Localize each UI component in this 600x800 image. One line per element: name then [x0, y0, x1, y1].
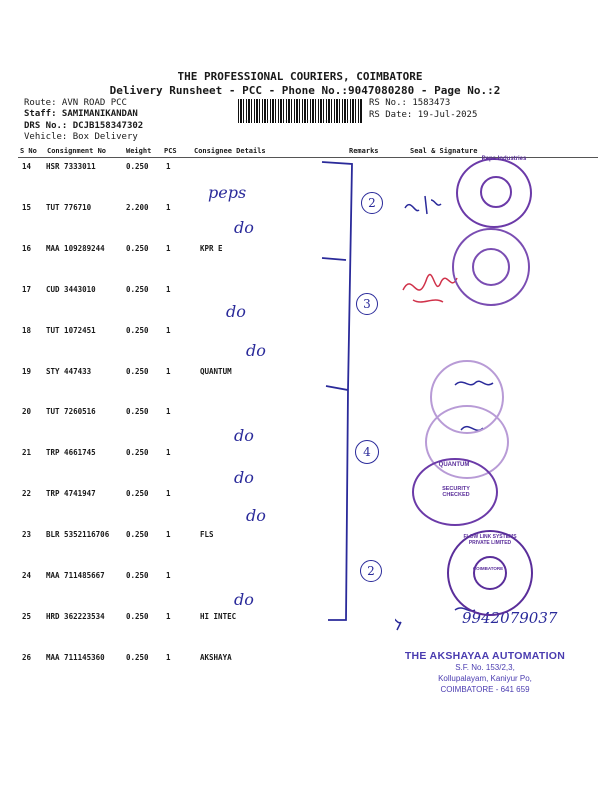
row-consignment-no: TUT 1072451 [46, 325, 96, 335]
row-consignee: KPR E [200, 243, 223, 253]
hw-do-4: do [234, 426, 254, 445]
row-consignment-no: TUT 776710 [46, 202, 92, 212]
col-sno: S No [20, 147, 37, 155]
flowlink-city-text: COIMBATORE [472, 566, 504, 571]
hw-phone: 9942079037 [462, 609, 558, 627]
row-pcs: 1 [166, 652, 171, 662]
flowlink-stamp-text: FLOW LINK SYSTEMS PRIVATE LIMITED [463, 534, 517, 546]
security-check-text: SECURITY CHECKED [442, 486, 470, 498]
row-consignment-no: CUD 3443010 [46, 284, 96, 294]
route: Route: AVN ROAD PCC [24, 98, 127, 108]
col-consignment: Consignment No [47, 147, 107, 155]
row-sno: 26 [22, 652, 32, 662]
col-seal: Seal & Signature [410, 147, 478, 155]
row-sno: 22 [22, 489, 32, 499]
flowlink-inner-ring [473, 556, 507, 590]
vehicle: Vehicle: Box Delivery [24, 132, 138, 142]
akshayaa-line3: COIMBATORE - 641 659 [440, 685, 530, 694]
hw-do-2: do [226, 302, 246, 321]
row-pcs: 1 [166, 366, 171, 376]
remark-circle-1: 2 [361, 192, 383, 214]
hw-peps: peps [208, 183, 247, 202]
row-sno: 23 [22, 530, 32, 540]
row-consignment-no: TRP 4741947 [46, 489, 96, 499]
row-pcs: 1 [166, 202, 171, 212]
row-sno: 16 [22, 243, 32, 253]
remark-circle-4: 2 [360, 560, 382, 582]
row-sno: 24 [22, 571, 32, 580]
row-consignment-no: TRP 4661745 [46, 448, 96, 458]
hw-do-5: do [234, 468, 254, 487]
hw-do-1: do [234, 218, 254, 237]
seal-inner-ring [472, 248, 510, 286]
row-weight: 0.250 [126, 243, 149, 253]
row-weight: 0.250 [126, 325, 149, 335]
col-consignee: Consignee Details [194, 147, 266, 155]
hw-do-7: do [234, 590, 254, 609]
row-pcs: 1 [166, 162, 171, 171]
row-sno: 25 [22, 611, 32, 621]
row-consignment-no: MAA 109289244 [46, 243, 105, 253]
row-weight: 0.250 [126, 162, 149, 171]
runsheet-subtitle: Delivery Runsheet - PCC - Phone No.:9047080280 - Page No.:2 [109, 84, 501, 97]
row-pcs: 1 [166, 489, 171, 499]
row-consignee: FLS [200, 530, 214, 540]
barcode [238, 99, 362, 123]
row-pcs: 1 [166, 571, 171, 580]
row-weight: 0.250 [126, 284, 149, 294]
company-title: THE PROFESSIONAL COURIERS, COIMBATORE [177, 70, 423, 83]
row-pcs: 1 [166, 530, 171, 540]
row-weight: 0.250 [126, 407, 149, 417]
row-pcs: 1 [166, 325, 171, 335]
row-weight: 2.200 [126, 202, 149, 212]
row-weight: 0.250 [126, 530, 149, 540]
flowlink-stamp [447, 530, 533, 616]
remark-circle-2: 3 [356, 293, 378, 315]
row-consignee: QUANTUM [200, 366, 232, 376]
row-consignment-no: HRD 362223534 [46, 611, 105, 621]
akshayaa-line1: S.F. No. 153/2,3, [455, 663, 515, 672]
row-sno: 18 [22, 325, 32, 335]
row-weight: 0.250 [126, 489, 149, 499]
row-pcs: 1 [166, 407, 171, 417]
peps-inner-ring [480, 176, 512, 208]
akshayaa-name: THE AKSHAYAA AUTOMATION [404, 650, 566, 662]
hw-do-6: do [246, 506, 266, 525]
row-consignee: HI INTEC [200, 611, 237, 621]
row-consignment-no: MAA 711485667 [46, 571, 105, 580]
row-sno: 14 [22, 162, 32, 171]
staff: Staff: SAMIMANIKANDAN [24, 109, 138, 119]
col-remarks: Remarks [349, 147, 379, 155]
quantum-stamp-text: QUANTUM [438, 462, 470, 468]
col-pcs: PCS [164, 147, 177, 155]
row-sno: 21 [22, 448, 32, 458]
row-consignment-no: BLR 5352116706 [46, 530, 110, 540]
row-pcs: 1 [166, 243, 171, 253]
row-sno: 20 [22, 407, 32, 417]
row-weight: 0.250 [126, 652, 149, 662]
drs-number: DRS No.: DCJB158347302 [24, 121, 144, 131]
row-consignee: AKSHAYA [200, 652, 232, 662]
row-consignment-no: TUT 7260516 [46, 407, 96, 417]
row-weight: 0.250 [126, 611, 149, 621]
rs-date: RS Date: 19-Jul-2025 [369, 110, 478, 120]
row-weight: 0.250 [126, 571, 149, 580]
peps-stamp [456, 158, 532, 228]
col-weight: Weight [126, 147, 152, 155]
row-sno: 19 [22, 366, 32, 376]
row-weight: 0.250 [126, 448, 149, 458]
row-pcs: 1 [166, 611, 171, 621]
row-sno: 15 [22, 202, 32, 212]
akshayaa-stamp [400, 650, 570, 695]
row-pcs: 1 [166, 448, 171, 458]
peps-stamp-text: Peps Industries [481, 156, 527, 162]
row-consignment-no: STY 447433 [46, 366, 92, 376]
row-weight: 0.250 [126, 366, 149, 376]
rs-number: RS No.: 1583473 [369, 98, 451, 108]
row-sno: 17 [22, 284, 32, 294]
akshayaa-line2: Kollupalayam, Kaniyur Po, [438, 674, 532, 683]
remark-circle-3: 4 [355, 440, 379, 464]
quantum-stamp [412, 458, 498, 526]
hw-do-3: do [246, 341, 266, 360]
row-pcs: 1 [166, 284, 171, 294]
seal-stamp-1 [452, 228, 530, 306]
row-consignment-no: HSR 7333011 [46, 162, 96, 171]
row-consignment-no: MAA 711145360 [46, 652, 105, 662]
